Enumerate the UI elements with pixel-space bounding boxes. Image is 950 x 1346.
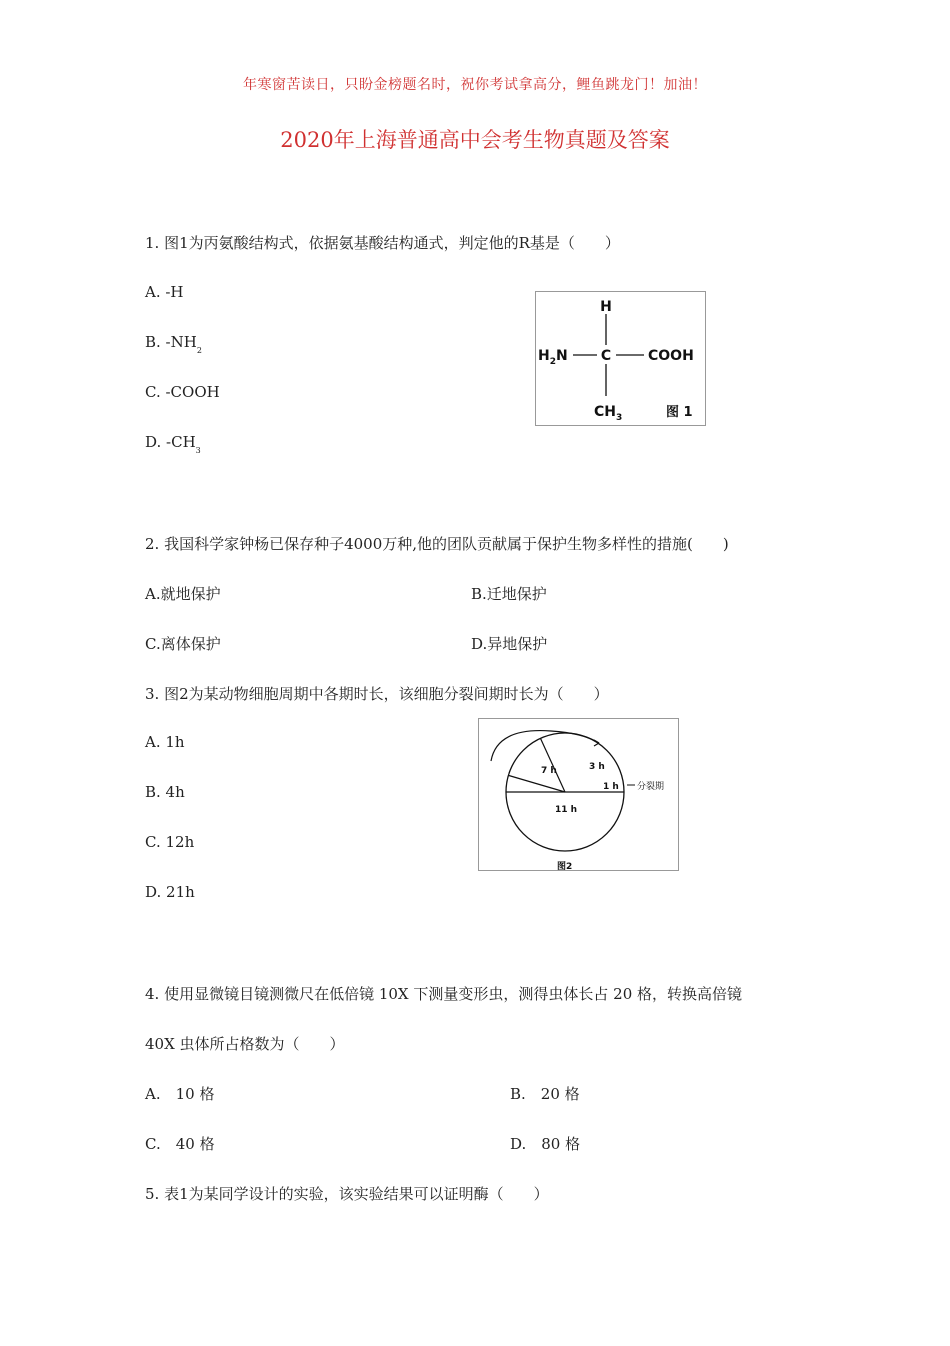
q4-stem-line1: 4. 使用显微镜目镜测微尺在低倍镜 10X 下测量变形虫，测得虫体长占 20 格，转换高倍镜 xyxy=(145,985,743,1003)
q1-option-a: A. -H xyxy=(145,283,184,301)
q4-option-c: C. 40 格 xyxy=(145,1135,215,1153)
q1-option-d-text: D. -CH xyxy=(145,433,196,451)
fig1-amino-group xyxy=(538,348,568,367)
fig1-caption: 图 1 xyxy=(666,405,693,420)
q4-option-a: A. 10 格 xyxy=(145,1085,215,1103)
fig2-segment-boundary-3 xyxy=(508,775,565,792)
q2-option-c: C.离体保护 xyxy=(145,635,221,653)
fig2-label-11h: 11 h xyxy=(555,805,578,815)
q1-option-d-sub: 3 xyxy=(195,446,201,455)
q2-option-d: D.异地保护 xyxy=(471,635,548,653)
fig1-c-center: C xyxy=(600,348,612,364)
header-motto: 年寒窗苦读日，只盼金榜题名时，祝你考试拿高分，鲤鱼跳龙门！加油！ xyxy=(243,77,707,93)
q3-stem: 3. 图2为某动物细胞周期中各期时长，该细胞分裂间期时长为（ ） xyxy=(145,685,609,703)
fig1-methyl-group xyxy=(594,404,622,423)
fig2-label-7h: 7 h xyxy=(541,766,557,776)
page-title: 2020年上海普通高中会考生物真题及答案 xyxy=(280,128,670,152)
q3-option-a: A. 1h xyxy=(145,733,185,751)
q4-option-b: B. 20 格 xyxy=(510,1085,580,1103)
q1-option-b-text: B. -NH xyxy=(145,333,197,351)
fig1-carboxyl-group: COOH xyxy=(648,348,694,364)
q3-option-d: D. 21h xyxy=(145,883,195,901)
q1-option-c: C. -COOH xyxy=(145,383,220,401)
fig2-caption: 图2 xyxy=(557,862,573,870)
fig1-amino-n: N xyxy=(555,348,568,364)
q2-option-a: A.就地保护 xyxy=(145,585,221,603)
q3-option-b: B. 4h xyxy=(145,783,185,801)
fig1-amino-sub: 2 xyxy=(549,357,556,367)
q4-stem-line2: 40X 虫体所占格数为（ ） xyxy=(145,1035,345,1053)
figure-2-cell-cycle xyxy=(478,718,679,871)
fig1-methyl-sub: 3 xyxy=(616,413,623,423)
q1-option-d xyxy=(145,433,201,455)
fig2-label-1h: 1 h xyxy=(603,782,619,792)
fig2-callout-label: 分裂期 xyxy=(637,782,665,792)
fig1-methyl-ch: CH xyxy=(594,404,616,420)
q3-option-c: C. 12h xyxy=(145,833,195,851)
q1-option-b xyxy=(145,333,202,355)
q1-stem: 1. 图1为丙氨酸结构式，依据氨基酸结构通式，判定他的R基是（ ） xyxy=(145,234,620,252)
fig1-h-top: H xyxy=(600,299,612,315)
q5-stem: 5. 表1为某同学设计的实验，该实验结果可以证明酶（ ） xyxy=(145,1185,549,1203)
fig2-label-3h: 3 h xyxy=(589,762,605,772)
q4-option-d: D. 80 格 xyxy=(510,1135,581,1153)
figure-1-alanine-structure xyxy=(535,291,706,426)
q2-option-b: B.迁地保护 xyxy=(471,585,547,603)
q2-stem: 2. 我国科学家钟杨已保存种子4000万种,他的团队贡献属于保护生物多样性的措施( ) xyxy=(145,535,729,553)
q1-option-b-sub: 2 xyxy=(196,346,202,355)
fig1-amino-h: H xyxy=(538,348,550,364)
fig2-arrowhead xyxy=(594,740,599,746)
